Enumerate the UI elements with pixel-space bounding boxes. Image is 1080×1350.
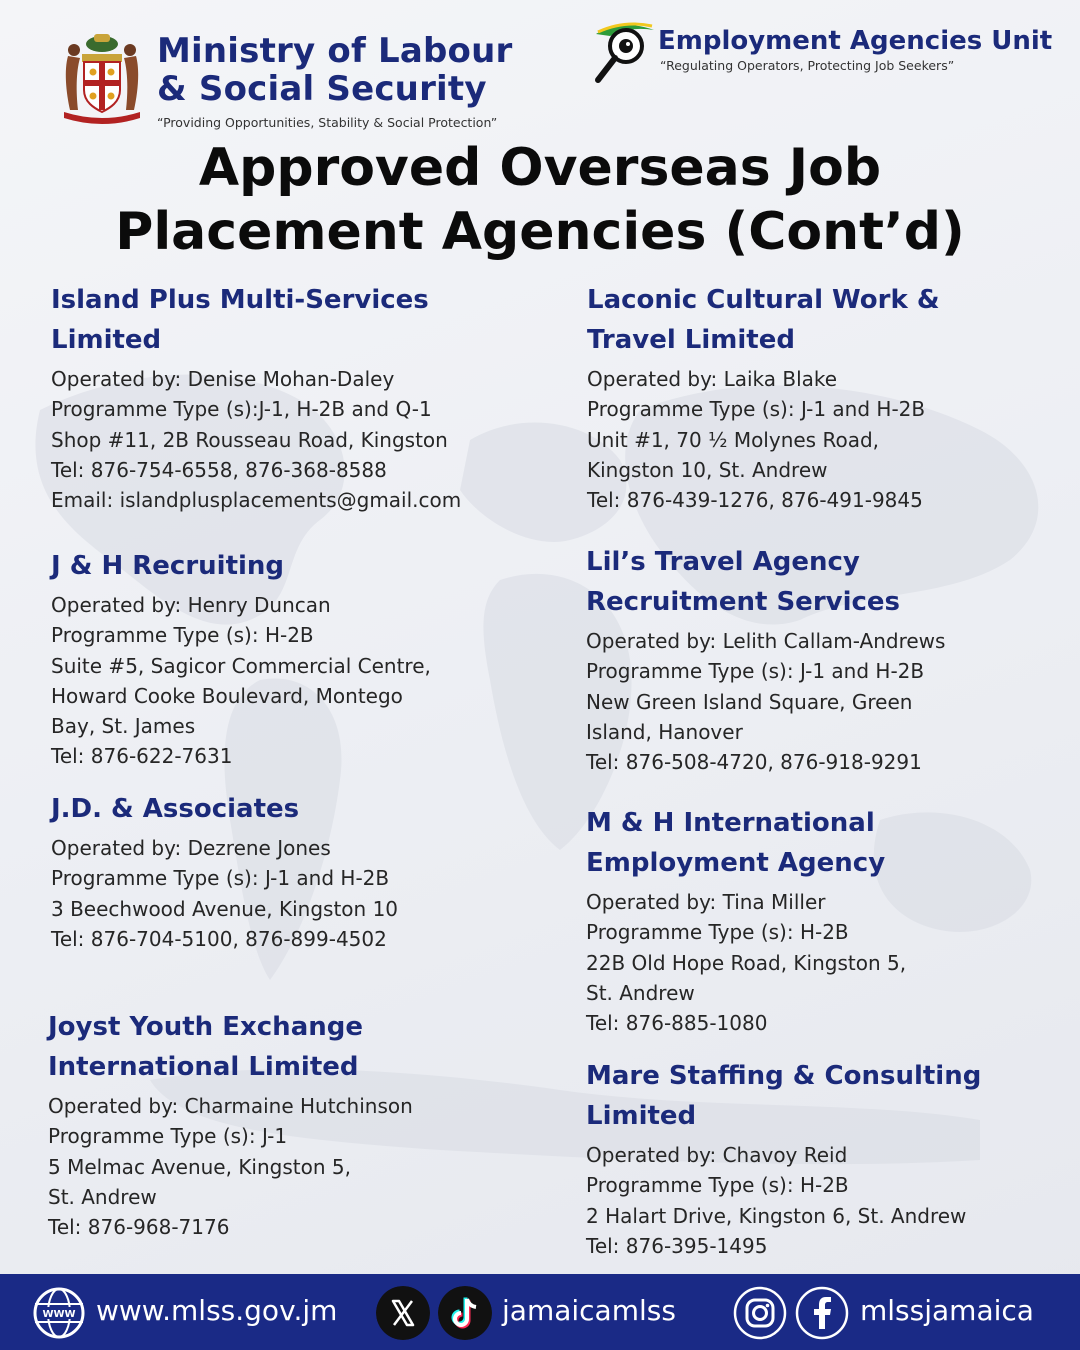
agency-programme-type: Programme Type (s):J-1, H-2B and Q-1 (51, 397, 432, 422)
x-icon[interactable] (376, 1286, 430, 1340)
agency-name-line: Limited (586, 1101, 697, 1131)
agency-name-line: J.D. & Associates (51, 794, 300, 824)
agency-phone: Tel: 876-439-1276, 876-491-9845 (587, 488, 923, 513)
agency-operator: Operated by: Chavoy Reid (586, 1143, 848, 1167)
agency-address: 22B Old Hope Road, Kingston 5, (586, 950, 907, 975)
agency-address: Island, Hanover (586, 719, 743, 744)
ministry-title (157, 32, 512, 108)
eau-title: Employment Agencies Unit (658, 26, 1053, 56)
agency-name (587, 280, 940, 360)
agency-address: 3 Beechwood Avenue, Kingston 10 (51, 896, 399, 921)
agency-name (586, 803, 906, 883)
ministry-title-line1: Ministry of Labour (157, 31, 513, 71)
agency-operator: Operated by: Henry Duncan (51, 593, 331, 617)
agency-name (51, 280, 461, 360)
agency-name (51, 546, 431, 586)
agency-name-line: Mare Staffing & Consulting (586, 1061, 982, 1091)
social-handle-ig-fb[interactable]: mlssjamaica (860, 1294, 1034, 1327)
footer-bar (0, 1274, 1080, 1350)
agency-phone: Tel: 876-395-1495 (586, 1233, 768, 1258)
agency-phone: Tel: 876-754-6558, 876-368-8588 (51, 457, 387, 482)
agency-operator: Operated by: Lelith Callam-Andrews (586, 629, 946, 653)
agency-name-line: Joyst Youth Exchange (48, 1012, 363, 1042)
agency-name-line: Island Plus Multi-Services (51, 285, 429, 315)
eau-tagline: “Regulating Operators, Protecting Job Seekers” (660, 58, 955, 73)
social-handle-x-tiktok[interactable]: jamaicamlss (502, 1294, 676, 1327)
agency-m-h-international (586, 803, 906, 1038)
agency-programme-type: Programme Type (s): J-1 (48, 1124, 288, 1149)
agency-address: 5 Melmac Avenue, Kingston 5, (48, 1154, 351, 1179)
agency-address: Unit #1, 70 ½ Molynes Road, (587, 427, 880, 452)
agency-phone: Tel: 876-968-7176 (48, 1215, 230, 1240)
tiktok-icon[interactable] (438, 1286, 492, 1340)
agency-name-line: Lil’s Travel Agency (586, 547, 860, 577)
agency-name-line: Recruitment Services (586, 587, 901, 617)
agency-address: Howard Cooke Boulevard, Montego (51, 683, 403, 708)
agency-programme-type: Programme Type (s): J-1 and H-2B (51, 866, 390, 891)
agency-email: Email: islandplusplacements@gmail.com (51, 488, 462, 513)
agency-operator: Operated by: Charmaine Hutchinson (48, 1094, 413, 1118)
agency-name-line: M & H International (586, 808, 875, 838)
page-title-line2: Placement Agencies (Cont’d) (115, 202, 965, 262)
agency-programme-type: Programme Type (s): J-1 and H-2B (586, 659, 925, 684)
agency-address: St. Andrew (586, 980, 695, 1005)
magnifying-glass-eye-icon (590, 20, 658, 88)
page-title (0, 136, 1080, 264)
agency-name (586, 542, 945, 622)
agency-name-line: Travel Limited (587, 325, 795, 355)
agency-name (48, 1007, 413, 1087)
jamaica-coat-of-arms-icon (54, 26, 150, 124)
agency-name-line: Employment Agency (586, 848, 886, 878)
ministry-tagline: “Providing Opportunities, Stability & Social Protection” (157, 115, 498, 130)
agency-address: New Green Island Square, Green (586, 689, 913, 714)
agency-j-h-recruiting (51, 546, 431, 772)
agency-address: Suite #5, Sagicor Commercial Centre, (51, 653, 431, 678)
agency-programme-type: Programme Type (s): H-2B (586, 1173, 849, 1198)
page-header (0, 0, 1080, 135)
globe-icon[interactable] (32, 1286, 86, 1340)
agency-joyst-youth (48, 1007, 413, 1242)
agency-address: St. Andrew (48, 1184, 157, 1209)
agency-name (586, 1056, 981, 1136)
agency-programme-type: Programme Type (s): H-2B (51, 623, 314, 648)
agency-name-line: Laconic Cultural Work & (587, 285, 940, 315)
agency-phone: Tel: 876-622-7631 (51, 744, 233, 769)
facebook-icon[interactable] (795, 1286, 849, 1340)
agency-operator: Operated by: Tina Miller (586, 890, 826, 914)
agency-operator: Operated by: Laika Blake (587, 367, 838, 391)
agency-address: Shop #11, 2B Rousseau Road, Kingston (51, 427, 448, 452)
instagram-icon[interactable] (733, 1286, 787, 1340)
agency-island-plus (51, 280, 461, 515)
agency-laconic (587, 280, 940, 515)
page-title-line1: Approved Overseas Job (198, 138, 882, 198)
agency-programme-type: Programme Type (s): H-2B (586, 920, 849, 945)
agency-operator: Operated by: Denise Mohan-Daley (51, 367, 395, 391)
agency-programme-type: Programme Type (s): J-1 and H-2B (587, 397, 926, 422)
agency-lils-travel (586, 542, 945, 777)
ministry-title-line2: & Social Security (157, 69, 487, 109)
agency-name (51, 789, 398, 829)
agency-address: Kingston 10, St. Andrew (587, 457, 828, 482)
agency-name-line: Limited (51, 325, 162, 355)
agency-name-line: J & H Recruiting (51, 551, 285, 581)
agency-jd-associates (51, 789, 398, 954)
globe-icon-label: WWW (42, 1309, 76, 1320)
agency-address: Bay, St. James (51, 714, 196, 739)
agency-name-line: International Limited (48, 1052, 359, 1082)
agency-operator: Operated by: Dezrene Jones (51, 836, 331, 860)
agency-phone: Tel: 876-508-4720, 876-918-9291 (586, 750, 922, 775)
agency-address: 2 Halart Drive, Kingston 6, St. Andrew (586, 1203, 967, 1228)
website-link[interactable]: www.mlss.gov.jm (96, 1294, 338, 1327)
agency-mare-staffing (586, 1056, 981, 1261)
agency-phone: Tel: 876-885-1080 (586, 1011, 768, 1036)
agency-phone: Tel: 876-704-5100, 876-899-4502 (51, 926, 387, 951)
